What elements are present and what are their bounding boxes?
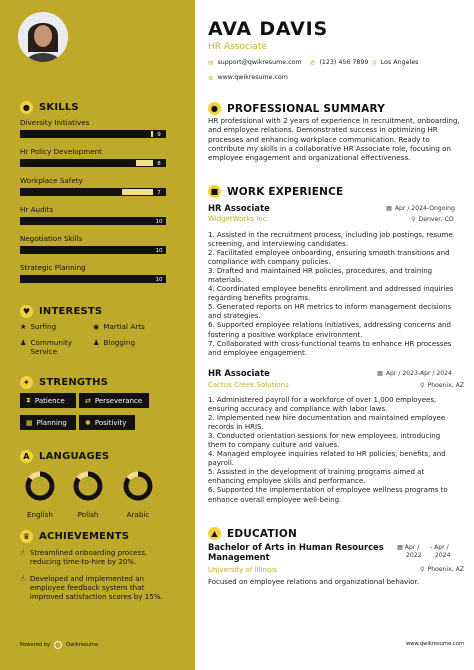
skill-fill [21, 276, 165, 282]
candidate-name: AVA DAVIS [208, 18, 328, 40]
thumbs-up-icon: ☝ [20, 574, 25, 583]
hourglass-icon: ⧗ [26, 396, 31, 404]
job-company: Cactus Creek Solutions [208, 381, 289, 389]
bulb-icon: ● [208, 102, 221, 115]
contact-website[interactable]: ⊕ www.qwikresume.com [208, 74, 288, 82]
job-location: ⚲ Phoenix, AZ [420, 382, 464, 389]
interest-item: ♟ Community Service [20, 338, 73, 356]
calendar-icon: ▦ [26, 418, 33, 427]
list-item: 5. Generated reports on HR metrics to inform management decisions and strategies. [208, 303, 452, 321]
strength-tag: ✺ Positivity [79, 415, 135, 430]
location-pin-icon: ⚲ [420, 566, 425, 573]
graduation-cap-icon: ▲ [208, 527, 221, 540]
education-dates: ▦ Apr / 2022 [397, 544, 422, 559]
skill-fill [21, 131, 151, 137]
location-pin-icon: ⚲ [372, 59, 377, 67]
sidebar [0, 0, 195, 670]
summary-text: HR professional with 2 years of experience in recruitment, onboarding, and employee relations. Demonstrated success in optimizing HR processes and enhancing workplace communication. Ready to contribute my skills in a collaborative HR Associate role, focusing on employee engagement and organizational effectiveness. [208, 116, 460, 163]
location-pin-icon: ⚲ [420, 382, 425, 389]
skill-item: Hr Audits 10 [20, 205, 166, 225]
strength-tag: ⧗ Patience [20, 393, 76, 408]
list-item: 1. Administered payroll for a workforce of over 1,000 employees, ensuring accuracy and compliance with labor laws. [208, 396, 437, 414]
languages-heading: A LANGUAGES [20, 450, 109, 463]
achievement-item: ☝ Developed and implemented an employee feedback system that improved satisfaction scores by 15%. [20, 574, 163, 602]
globe-icon: ◉ [93, 322, 100, 331]
language-item: Arabic [118, 470, 158, 519]
achievement-item: ☝ Streamlined onboarding process, reducing time-to-hire by 20%. [20, 548, 148, 567]
strength-tag: ▦ Planning [20, 415, 76, 430]
arrows-icon: ⇄ [85, 396, 91, 405]
bulb-icon: ✺ [85, 418, 91, 427]
contact-location: ⚲ Los Angeles [372, 59, 419, 67]
phone-icon: ✆ [310, 59, 316, 67]
job-location: ⚲ Denver, CO [411, 216, 454, 223]
skill-item: Strategic Planning 10 [20, 263, 166, 283]
education-school: University of Illinois [208, 566, 277, 574]
list-item: 3. Conducted orientation sessions for new employees, introducing them to company culture and values. [208, 432, 441, 450]
trophy-icon: ♛ [20, 530, 33, 543]
language-ring [24, 470, 56, 502]
language-icon: A [20, 450, 33, 463]
skill-fill [21, 160, 136, 166]
qwikresume-logo-icon [54, 641, 62, 649]
job-dates: ▦ Apr / 2023-Apr / 2024 [377, 370, 452, 377]
education-heading: ▲ EDUCATION [208, 527, 297, 540]
language-ring [122, 470, 154, 502]
language-ring [72, 470, 104, 502]
calendar-icon: ▦ [377, 370, 383, 377]
list-item: 2. Implemented new hire documentation and maintained employee records in HRIS. [208, 414, 446, 432]
interest-item: ★ Surfing [20, 322, 57, 331]
skill-fill [21, 247, 165, 253]
calendar-icon: ▦ [397, 544, 403, 551]
job-company: WidgetWorks Inc. [208, 215, 269, 223]
globe-icon: ⊕ [208, 74, 214, 82]
job-title: HR Associate [208, 368, 270, 378]
heart-icon: ♥ [20, 305, 33, 318]
language-item: Polish [68, 470, 108, 519]
language-item: English [20, 470, 60, 519]
candidate-role: HR Associate [208, 42, 267, 52]
list-item: 4. Coordinated employee benefits enrollment and addressed inquiries regarding benefits programs. [208, 285, 454, 303]
education-description: Focused on employee relations and organizational behavior. [208, 578, 419, 586]
skill-item: Workplace Safety 7 [20, 176, 166, 196]
list-item: 3. Drafted and maintained HR policies, procedures, and training materials. [208, 267, 433, 285]
strength-tag: ⇄ Perseverance [79, 393, 149, 408]
skill-bar: 10 [20, 246, 166, 254]
interest-item: ◉ Martial Arts [93, 322, 145, 331]
list-item: 6. Supported employee relations initiatives, addressing concerns and fostering a positive workplace environment. [208, 321, 451, 339]
list-item: 4. Managed employee inquiries related to HR policies, benefits, and payroll. [208, 450, 446, 468]
list-item: 1. Assisted in the recruitment process, including job postings, resume screening, and interviewing candidates. [208, 231, 453, 249]
skill-bar: 10 [20, 275, 166, 283]
list-item: 2. Facilitated employee onboarding, ensuring smooth transitions and compliance with company policies. [208, 249, 450, 267]
interest-item: ♟ Blogging [93, 338, 136, 347]
achievements-heading: ♛ ACHIEVEMENTS [20, 530, 129, 543]
contact-phone[interactable]: ✆ (123) 456 7899 [310, 59, 369, 67]
bulb-icon: ● [20, 101, 33, 114]
skill-fill [21, 189, 122, 195]
skill-bar: 10 [20, 217, 166, 225]
people-icon: ♟ [93, 338, 100, 347]
envelope-icon: ✉ [208, 59, 214, 67]
skill-item: Diversity Initiatives 9 [20, 118, 166, 138]
education-degree: Bachelor of Arts in Human Resources Management [208, 542, 384, 562]
briefcase-icon: ■ [208, 185, 221, 198]
summary-heading: ● PROFESSIONAL SUMMARY [208, 102, 385, 115]
list-item: 6. Supported the implementation of employee wellness programs to enhance overall employee well-being. [208, 486, 448, 504]
experience-heading: ■ WORK EXPERIENCE [208, 185, 343, 198]
skill-item: Negotiation Skills 10 [20, 234, 166, 254]
footer-url[interactable]: www.qwikresume.com [405, 641, 464, 647]
interests-heading: ♥ INTERESTS [20, 305, 102, 318]
skill-fill [21, 218, 165, 224]
footer-powered-by: Powered by Qwikresume [20, 642, 99, 648]
education-location: ⚲ Phoenix, AZ [420, 566, 464, 573]
location-pin-icon: ⚲ [411, 216, 416, 223]
job-dates: ▦ Apr / 2024-Ongoing [386, 205, 455, 212]
skill-bar: 7 [20, 188, 166, 196]
strengths-heading: ✦ STRENGTHS [20, 376, 108, 389]
job-title: HR Associate [208, 203, 270, 213]
skills-heading: ● SKILLS [20, 101, 79, 114]
thumbs-up-icon: ☝ [20, 548, 25, 557]
calendar-icon: ▦ [386, 205, 392, 212]
contact-email[interactable]: ✉ support@qwikresume.com [208, 59, 302, 67]
job-bullets [208, 231, 458, 358]
job-bullets [208, 396, 458, 505]
trophy-icon: ✦ [20, 376, 33, 389]
education-dates-end: - Apr / 2024 [430, 544, 451, 559]
skill-bar: 8 [20, 159, 166, 167]
skill-item: Hr Policy Development 8 [20, 147, 166, 167]
list-item: 5. Assisted in the development of training programs aimed at enhancing employee skills and performance. [208, 468, 425, 486]
star-icon: ★ [20, 322, 27, 331]
skill-bar: 9 [20, 130, 166, 138]
avatar [18, 12, 68, 62]
list-item: 7. Collaborated with cross-functional teams to enhance HR processes and employee engagement. [208, 339, 452, 357]
people-icon: ♟ [20, 338, 27, 347]
